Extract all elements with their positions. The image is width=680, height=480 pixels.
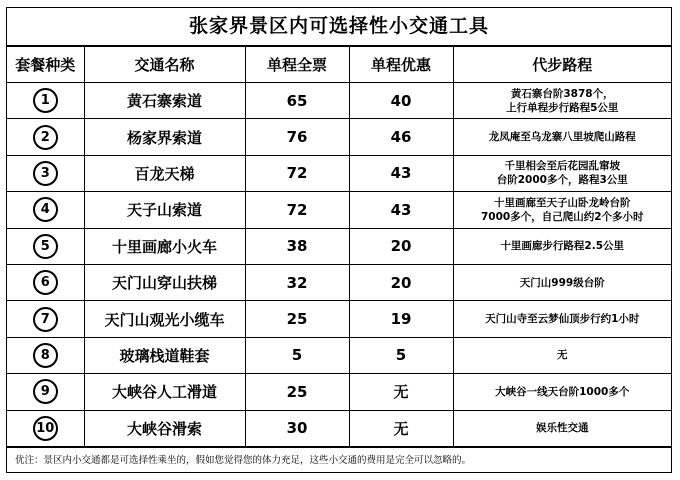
discount-fare-cell: 20 xyxy=(349,228,453,264)
full-fare-cell: 25 xyxy=(245,374,349,410)
col-header-name: 交通名称 xyxy=(84,47,245,83)
discount-fare-cell: 46 xyxy=(349,119,453,155)
package-number-cell xyxy=(7,228,84,264)
full-fare-cell: 76 xyxy=(245,119,349,155)
package-number-cell xyxy=(7,155,84,191)
package-number-cell xyxy=(7,337,84,373)
route-cell xyxy=(453,83,671,119)
route-line: 天门山999级台阶 xyxy=(519,276,605,289)
route-cell xyxy=(453,119,671,155)
circled-number-badge: 3 xyxy=(33,161,58,186)
package-number-cell xyxy=(7,301,84,337)
page-title: 张家界景区内可选择性小交通工具 xyxy=(7,8,671,46)
package-number-cell xyxy=(7,410,84,446)
table-row xyxy=(7,410,671,446)
transport-name-cell: 天门山穿山扶梯 xyxy=(84,264,245,300)
discount-fare-cell: 40 xyxy=(349,83,453,119)
transport-name-cell: 十里画廊小火车 xyxy=(84,228,245,264)
route-line: 十里画廊至天子山卧龙岭台阶 xyxy=(494,196,631,209)
transport-name-cell: 大峡谷人工滑道 xyxy=(84,374,245,410)
circled-number-badge: 9 xyxy=(33,379,58,404)
route-line: 7000多个，自己爬山约2个多小时 xyxy=(480,210,644,223)
full-fare-cell: 5 xyxy=(245,337,349,373)
circled-number-badge: 10 xyxy=(33,416,58,441)
table-row xyxy=(7,337,671,373)
transport-name-cell: 玻璃栈道鞋套 xyxy=(84,337,245,373)
full-fare-cell: 72 xyxy=(245,192,349,228)
discount-fare-cell: 5 xyxy=(349,337,453,373)
transport-name-cell: 天门山观光小缆车 xyxy=(84,301,245,337)
transport-name-cell: 杨家界索道 xyxy=(84,119,245,155)
table-row xyxy=(7,301,671,337)
package-number-cell xyxy=(7,264,84,300)
package-number-cell xyxy=(7,374,84,410)
route-line: 千里相会至后花园乱窜坡 xyxy=(504,160,620,173)
route-line: 台阶2000多个，路程3公里 xyxy=(496,174,628,187)
table-row xyxy=(7,228,671,264)
discount-fare-cell: 43 xyxy=(349,155,453,191)
route-line: 上行单程步行路程5公里 xyxy=(506,101,619,114)
circled-number-badge: 7 xyxy=(33,307,58,332)
circled-number-badge: 2 xyxy=(33,125,58,150)
route-line: 十里画廊步行路程2.5公里 xyxy=(500,240,625,253)
col-header-full-fare: 单程全票 xyxy=(245,47,349,83)
route-cell xyxy=(453,192,671,228)
col-header-route: 代步路程 xyxy=(453,47,671,83)
route-line: 龙凤庵至乌龙寨八里坡爬山路程 xyxy=(488,131,636,144)
full-fare-cell: 25 xyxy=(245,301,349,337)
col-header-discount: 单程优惠 xyxy=(349,47,453,83)
table-row xyxy=(7,264,671,300)
route-line: 天门山寺至云梦仙顶步行约1小时 xyxy=(485,313,640,326)
table-row xyxy=(7,119,671,155)
table-row xyxy=(7,155,671,191)
route-cell xyxy=(453,374,671,410)
discount-fare-cell: 20 xyxy=(349,264,453,300)
route-cell xyxy=(453,264,671,300)
route-cell xyxy=(453,228,671,264)
route-line: 黄石寨台阶3878个， xyxy=(510,87,614,100)
route-line: 娱乐性交通 xyxy=(536,422,589,435)
route-cell xyxy=(453,155,671,191)
transport-table xyxy=(7,46,671,447)
transport-name-cell: 大峡谷滑索 xyxy=(84,410,245,446)
circled-number-badge: 1 xyxy=(33,88,58,113)
footnote: 优注：景区内小交通都是可选择性乘坐的，假如您觉得您的体力充足，这些小交通的费用是完全可以忽略的。 xyxy=(7,447,671,474)
table-row xyxy=(7,374,671,410)
full-fare-cell: 32 xyxy=(245,264,349,300)
package-number-cell xyxy=(7,119,84,155)
transport-name-cell: 天子山索道 xyxy=(84,192,245,228)
full-fare-cell: 65 xyxy=(245,83,349,119)
discount-fare-cell: 19 xyxy=(349,301,453,337)
circled-number-badge: 8 xyxy=(33,343,58,368)
route-line: 大峡谷一线天台阶1000多个 xyxy=(495,385,630,398)
discount-fare-cell: 无 xyxy=(349,410,453,446)
table-row xyxy=(7,192,671,228)
route-cell xyxy=(453,301,671,337)
discount-fare-cell: 无 xyxy=(349,374,453,410)
circled-number-badge: 4 xyxy=(33,197,58,222)
full-fare-cell: 38 xyxy=(245,228,349,264)
circled-number-badge: 6 xyxy=(33,270,58,295)
header-row xyxy=(7,47,671,83)
full-fare-cell: 30 xyxy=(245,410,349,446)
transport-name-cell: 黄石寨索道 xyxy=(84,83,245,119)
col-header-package: 套餐种类 xyxy=(7,47,84,83)
route-cell xyxy=(453,337,671,373)
transport-name-cell: 百龙天梯 xyxy=(84,155,245,191)
circled-number-badge: 5 xyxy=(33,234,58,259)
route-cell xyxy=(453,410,671,446)
package-number-cell xyxy=(7,83,84,119)
discount-fare-cell: 43 xyxy=(349,192,453,228)
route-line: 无 xyxy=(557,349,568,362)
transport-sheet xyxy=(6,7,672,473)
table-row xyxy=(7,83,671,119)
package-number-cell xyxy=(7,192,84,228)
full-fare-cell: 72 xyxy=(245,155,349,191)
